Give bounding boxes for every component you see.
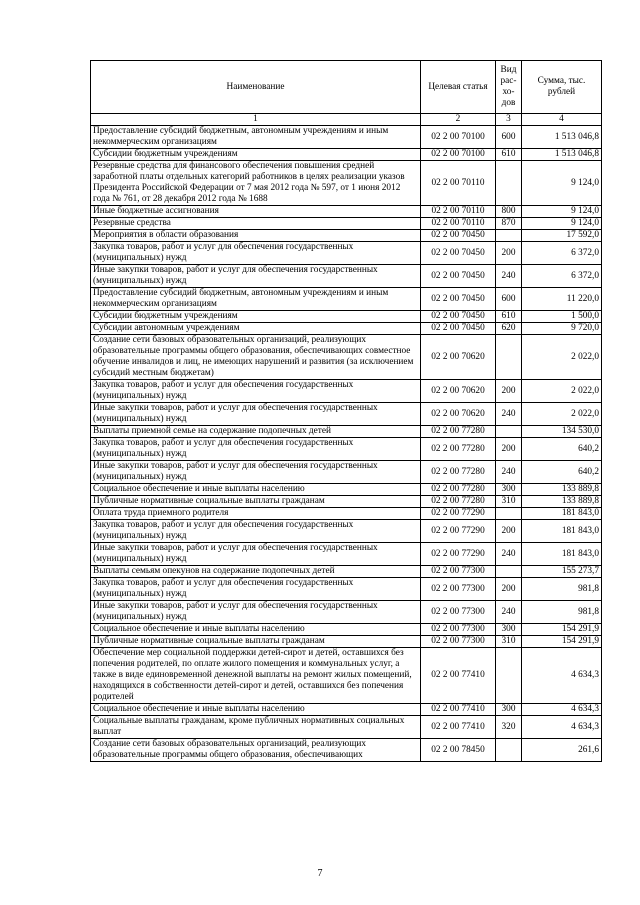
col-number-1: 1 <box>91 114 421 126</box>
row-name: Иные закупки товаров, работ и услуг для обеспечения государственных (муниципальных) нужд <box>91 543 421 566</box>
row-sum: 981,8 <box>522 578 602 601</box>
row-type <box>496 230 522 242</box>
row-code: 02 2 00 70100 <box>421 149 496 161</box>
row-sum: 134 530,0 <box>522 426 602 438</box>
table-row <box>91 566 602 578</box>
row-sum: 154 291,9 <box>522 624 602 636</box>
page-number: 7 <box>317 868 323 879</box>
row-type: 240 <box>496 543 522 566</box>
row-code: 02 2 00 77410 <box>421 648 496 704</box>
row-sum: 9 124,0 <box>522 218 602 230</box>
row-name: Резервные средства <box>91 218 421 230</box>
table-row <box>91 403 602 426</box>
table-row <box>91 461 602 484</box>
row-name: Иные бюджетные ассигнования <box>91 206 421 218</box>
header-type: Вид рас-хо-дов <box>496 61 522 114</box>
row-type <box>496 739 522 762</box>
row-type: 300 <box>496 704 522 716</box>
row-name: Иные закупки товаров, работ и услуг для обеспечения государственных (муниципальных) нужд <box>91 461 421 484</box>
row-type: 320 <box>496 716 522 739</box>
row-code: 02 2 00 78450 <box>421 739 496 762</box>
row-code: 02 2 00 77300 <box>421 624 496 636</box>
row-sum: 1 513 046,8 <box>522 126 602 149</box>
row-sum: 6 372,0 <box>522 242 602 265</box>
row-type: 800 <box>496 206 522 218</box>
row-name: Публичные нормативные социальные выплаты гражданам <box>91 496 421 508</box>
row-sum: 133 889,8 <box>522 484 602 496</box>
row-code: 02 2 00 70450 <box>421 230 496 242</box>
row-type: 620 <box>496 323 522 335</box>
row-sum: 2 022,0 <box>522 380 602 403</box>
row-code: 02 2 00 77290 <box>421 543 496 566</box>
row-type <box>496 335 522 380</box>
row-code: 02 2 00 77280 <box>421 496 496 508</box>
row-name: Выплаты приемной семье на содержание подопечных детей <box>91 426 421 438</box>
table-row <box>91 149 602 161</box>
row-type: 240 <box>496 265 522 288</box>
row-name: Предоставление субсидий бюджетным, автономным учреждениям и иным некоммерческим организациям <box>91 126 421 149</box>
row-type: 200 <box>496 380 522 403</box>
row-name: Закупка товаров, работ и услуг для обеспечения государственных (муниципальных) нужд <box>91 242 421 265</box>
table-row <box>91 716 602 739</box>
row-sum: 154 291,9 <box>522 636 602 648</box>
row-code: 02 2 00 77280 <box>421 461 496 484</box>
row-code: 02 2 00 77300 <box>421 566 496 578</box>
table-row <box>91 265 602 288</box>
row-sum: 9 124,0 <box>522 161 602 206</box>
row-name: Создание сети базовых образовательных организаций, реализующих образовательные программы общего образования, обеспечивающих совместное обучение инвалидов и лиц, не имеющих нарушений и развития (за исключением субсидий местным бюджетам) <box>91 335 421 380</box>
col-number-2: 2 <box>421 114 496 126</box>
row-name: Субсидии бюджетным учреждениям <box>91 149 421 161</box>
row-sum: 2 022,0 <box>522 403 602 426</box>
row-sum: 2 022,0 <box>522 335 602 380</box>
row-code: 02 2 00 77290 <box>421 508 496 520</box>
row-name: Оплата труда приемного родителя <box>91 508 421 520</box>
row-type: 310 <box>496 496 522 508</box>
row-code: 02 2 00 77410 <box>421 704 496 716</box>
row-code: 02 2 00 70620 <box>421 380 496 403</box>
table-row <box>91 543 602 566</box>
row-code: 02 2 00 77300 <box>421 578 496 601</box>
row-type: 200 <box>496 520 522 543</box>
col-number-4: 4 <box>522 114 602 126</box>
table-row <box>91 426 602 438</box>
row-name: Закупка товаров, работ и услуг для обеспечения государственных (муниципальных) нужд <box>91 578 421 601</box>
table-row <box>91 323 602 335</box>
row-type: 300 <box>496 624 522 636</box>
row-sum: 4 634,3 <box>522 648 602 704</box>
row-type: 610 <box>496 149 522 161</box>
row-type: 240 <box>496 403 522 426</box>
row-type: 310 <box>496 636 522 648</box>
row-sum: 6 372,0 <box>522 265 602 288</box>
row-sum: 181 843,0 <box>522 508 602 520</box>
row-sum: 261,6 <box>522 739 602 762</box>
header-code: Целевая статья <box>421 61 496 114</box>
row-type: 610 <box>496 311 522 323</box>
row-code: 02 2 00 70620 <box>421 335 496 380</box>
row-sum: 17 592,0 <box>522 230 602 242</box>
row-sum: 133 889,8 <box>522 496 602 508</box>
table-row <box>91 508 602 520</box>
row-name: Иные закупки товаров, работ и услуг для обеспечения государственных (муниципальных) нужд <box>91 265 421 288</box>
row-name: Закупка товаров, работ и услуг для обеспечения государственных (муниципальных) нужд <box>91 520 421 543</box>
row-type: 600 <box>496 126 522 149</box>
table-row <box>91 311 602 323</box>
row-type: 870 <box>496 218 522 230</box>
row-name: Создание сети базовых образовательных организаций, реализующих образовательные программы общего образования, обеспечивающих <box>91 739 421 762</box>
row-sum: 181 843,0 <box>522 543 602 566</box>
row-sum: 9 124,0 <box>522 206 602 218</box>
row-name: Иные закупки товаров, работ и услуг для обеспечения государственных (муниципальных) нужд <box>91 601 421 624</box>
row-code: 02 2 00 77300 <box>421 601 496 624</box>
row-sum: 640,2 <box>522 438 602 461</box>
row-sum: 9 720,0 <box>522 323 602 335</box>
row-type: 200 <box>496 578 522 601</box>
row-type <box>496 648 522 704</box>
row-name: Мероприятия в области образования <box>91 230 421 242</box>
header-sum: Сумма, тыс. рублей <box>522 61 602 114</box>
row-sum: 4 634,3 <box>522 716 602 739</box>
table-row <box>91 636 602 648</box>
table-row <box>91 242 602 265</box>
row-sum: 640,2 <box>522 461 602 484</box>
row-name: Обеспечение мер социальной поддержки детей-сирот и детей, оставшихся без попечения родителей, по оплате жилого помещения и коммунальных услуг, а также в виде единовременной денежной выплаты на ремонт жилых помещений, находящихся в собственности детей-сирот и детей, оставшихся без попечения родителей <box>91 648 421 704</box>
row-type <box>496 426 522 438</box>
row-code: 02 2 00 77280 <box>421 426 496 438</box>
row-code: 02 2 00 77290 <box>421 520 496 543</box>
row-name: Субсидии автономным учреждениям <box>91 323 421 335</box>
row-name: Выплаты семьям опекунов на содержание подопечных детей <box>91 566 421 578</box>
row-type <box>496 508 522 520</box>
table-row <box>91 484 602 496</box>
table-row <box>91 438 602 461</box>
row-code: 02 2 00 70450 <box>421 323 496 335</box>
row-type: 600 <box>496 288 522 311</box>
row-name: Закупка товаров, работ и услуг для обеспечения государственных (муниципальных) нужд <box>91 380 421 403</box>
row-sum: 11 220,0 <box>522 288 602 311</box>
row-code: 02 2 00 70450 <box>421 288 496 311</box>
row-code: 02 2 00 70450 <box>421 242 496 265</box>
table-body <box>91 126 602 762</box>
budget-table <box>90 60 602 762</box>
row-name: Субсидии бюджетным учреждениям <box>91 311 421 323</box>
row-sum: 1 513 046,8 <box>522 149 602 161</box>
row-code: 02 2 00 70110 <box>421 218 496 230</box>
row-code: 02 2 00 77410 <box>421 716 496 739</box>
row-code: 02 2 00 70110 <box>421 206 496 218</box>
row-code: 02 2 00 70100 <box>421 126 496 149</box>
row-type <box>496 161 522 206</box>
table-row <box>91 380 602 403</box>
table-row <box>91 496 602 508</box>
row-code: 02 2 00 77300 <box>421 636 496 648</box>
row-code: 02 2 00 70450 <box>421 311 496 323</box>
table-row <box>91 218 602 230</box>
table-row <box>91 739 602 762</box>
row-name: Закупка товаров, работ и услуг для обеспечения государственных (муниципальных) нужд <box>91 438 421 461</box>
column-numbers-row <box>91 114 602 126</box>
table-row <box>91 206 602 218</box>
row-sum: 181 843,0 <box>522 520 602 543</box>
table-row <box>91 288 602 311</box>
table-row <box>91 335 602 380</box>
table-row <box>91 520 602 543</box>
row-type: 300 <box>496 484 522 496</box>
table-row <box>91 601 602 624</box>
row-type: 200 <box>496 242 522 265</box>
row-sum: 155 273,7 <box>522 566 602 578</box>
header-row <box>91 61 602 114</box>
row-code: 02 2 00 70450 <box>421 265 496 288</box>
row-code: 02 2 00 77280 <box>421 484 496 496</box>
header-name: Наименование <box>91 61 421 114</box>
row-name: Социальное обеспечение и иные выплаты населению <box>91 624 421 636</box>
row-code: 02 2 00 70110 <box>421 161 496 206</box>
row-sum: 981,8 <box>522 601 602 624</box>
row-type: 240 <box>496 461 522 484</box>
row-name: Социальные выплаты гражданам, кроме публичных нормативных социальных выплат <box>91 716 421 739</box>
row-name: Публичные нормативные социальные выплаты гражданам <box>91 636 421 648</box>
table-row <box>91 161 602 206</box>
table-row <box>91 230 602 242</box>
row-name: Социальное обеспечение и иные выплаты населению <box>91 704 421 716</box>
row-name: Предоставление субсидий бюджетным, автономным учреждениям и иным некоммерческим организациям <box>91 288 421 311</box>
row-sum: 4 634,3 <box>522 704 602 716</box>
row-type: 200 <box>496 438 522 461</box>
table-row <box>91 648 602 704</box>
row-name: Резервные средства для финансового обеспечения повышения средней заработной платы отдельных категорий работников в целях реализации указов Президента Российской Федерации от 7 мая 2012 года № 597, от 1 июня 2012 года № 761, от 28 декабря 2012 года № 1688 <box>91 161 421 206</box>
row-type <box>496 566 522 578</box>
row-name: Социальное обеспечение и иные выплаты населению <box>91 484 421 496</box>
row-sum: 1 500,0 <box>522 311 602 323</box>
table-row <box>91 624 602 636</box>
row-code: 02 2 00 70620 <box>421 403 496 426</box>
row-name: Иные закупки товаров, работ и услуг для обеспечения государственных (муниципальных) нужд <box>91 403 421 426</box>
table-row <box>91 704 602 716</box>
row-code: 02 2 00 77280 <box>421 438 496 461</box>
col-number-3: 3 <box>496 114 522 126</box>
row-type: 240 <box>496 601 522 624</box>
table-row <box>91 126 602 149</box>
table-row <box>91 578 602 601</box>
